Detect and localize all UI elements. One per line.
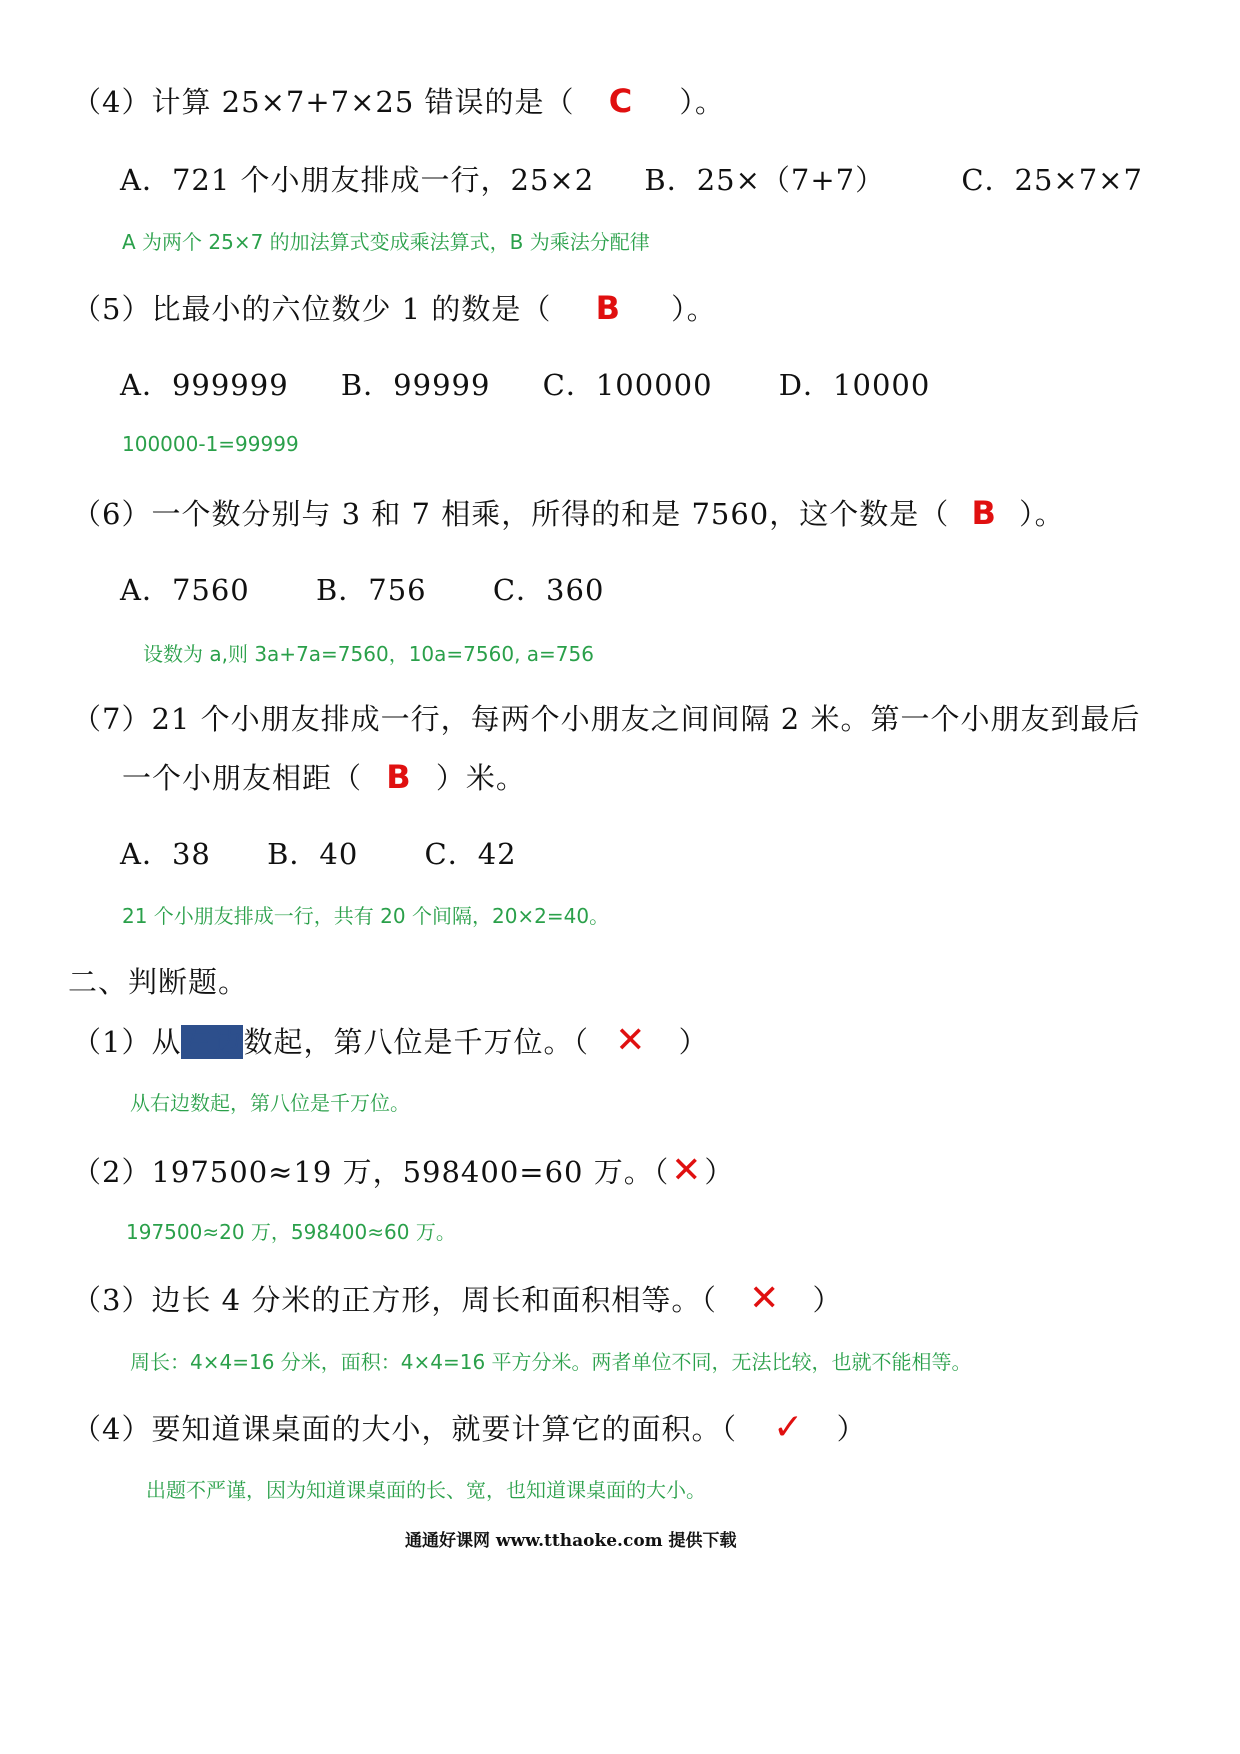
question-4 — [72, 80, 725, 121]
option-c: C．100000 — [542, 368, 713, 402]
question-5-note: 100000-1=99999 — [122, 432, 299, 456]
judgment-2 — [72, 1150, 734, 1191]
judgment-3-note: 周长：4×4=16 分米，面积：4×4=16 平方分米。两者单位不同，无法比较，也就不能相等。 — [130, 1350, 972, 1374]
option-c: C．25×7×7 — [961, 163, 1143, 197]
highlighted-text: 左边 — [182, 1025, 243, 1059]
judgment-3-stem: （3）边长 4 分米的正方形，周长和面积相等。（ — [72, 1283, 717, 1317]
question-7-note: 21 个小朋友排成一行，共有 20 个间隔，20×2=40。 — [122, 904, 610, 928]
cross-mark-icon: ✕ — [749, 1278, 781, 1319]
question-6-stem: （6）一个数分别与 3 和 7 相乘，所得的和是 7560，这个数是（ — [72, 497, 950, 531]
option-c: C．360 — [492, 573, 605, 607]
question-4-options — [120, 158, 1143, 199]
judgment-1-stem: 数起，第八位是千万位。（ — [243, 1025, 589, 1059]
judgment-3 — [72, 1278, 842, 1319]
option-b: B．40 — [267, 837, 359, 871]
question-7-options — [120, 832, 517, 873]
judgment-3-close: ） — [812, 1283, 843, 1317]
judgment-2-note: 197500≈20 万，598400≈60 万。 — [126, 1220, 456, 1244]
question-4-answer: C — [608, 82, 634, 120]
question-5-stem-end: ）。 — [671, 292, 717, 326]
question-7-line-1: （7）21 个小朋友排成一行，每两个小朋友之间间隔 2 米。第一个小朋友到最后 — [72, 702, 1141, 736]
question-4-note: A 为两个 25×7 的加法算式变成乘法算式，B 为乘法分配律 — [122, 230, 650, 254]
judgment-2-close: ） — [704, 1155, 735, 1189]
judgment-1-note: 从右边数起，第八位是千万位。 — [130, 1091, 410, 1115]
judgment-4-stem: （4）要知道课桌面的大小，就要计算它的面积。（ — [72, 1412, 737, 1446]
judgment-1 — [72, 1020, 709, 1061]
question-6-answer: B — [971, 494, 997, 532]
question-6-stem-end: ）。 — [1019, 497, 1065, 531]
option-d: D．10000 — [778, 368, 931, 402]
option-c: C．42 — [424, 837, 517, 871]
option-a: A．7560 — [120, 573, 250, 607]
option-b: B．25×（7+7） — [644, 163, 886, 197]
section-2-title: 二、判断题。 — [68, 965, 249, 999]
question-5 — [72, 287, 717, 328]
judgment-4-close: ） — [836, 1412, 867, 1446]
question-6-note: 设数为 a,则 3a+7a=7560，10a=7560, a=756 — [143, 642, 594, 666]
question-5-options — [120, 363, 930, 404]
question-7-stem: 一个小朋友相距（ — [122, 761, 363, 795]
question-7-stem-end: ）米。 — [435, 761, 526, 795]
option-b: B．756 — [315, 573, 427, 607]
judgment-2-stem: （2）197500≈19 万，598400=60 万。（ — [72, 1155, 670, 1189]
question-6-options — [120, 568, 604, 609]
judgment-1-stem-start: （1）从 — [72, 1025, 182, 1059]
cross-mark-icon: ✕ — [671, 1150, 703, 1191]
question-4-stem: （4）计算 25×7+7×25 错误的是（ — [72, 85, 575, 119]
question-7-answer: B — [386, 758, 412, 796]
option-a: A．38 — [120, 837, 211, 871]
question-4-stem-end: ）。 — [679, 85, 725, 119]
option-a: A．999999 — [120, 368, 289, 402]
check-mark-icon: ✓ — [773, 1407, 805, 1448]
question-5-answer: B — [595, 289, 621, 327]
option-a: A．721 个小朋友排成一行，25×2 — [120, 163, 595, 197]
question-5-stem: （5）比最小的六位数少 1 的数是（ — [72, 292, 552, 326]
option-b: B．99999 — [340, 368, 491, 402]
question-6 — [72, 492, 1065, 533]
cross-mark-icon: ✕ — [615, 1020, 647, 1061]
judgment-4-note: 出题不严谨，因为知道课桌面的长、宽，也知道课桌面的大小。 — [146, 1478, 706, 1502]
judgment-4 — [72, 1407, 867, 1448]
footer-text: 通通好课网 www.tthaoke.com 提供下载 — [405, 1531, 737, 1551]
question-7-line-2 — [122, 756, 526, 797]
judgment-1-close: ） — [678, 1025, 709, 1059]
